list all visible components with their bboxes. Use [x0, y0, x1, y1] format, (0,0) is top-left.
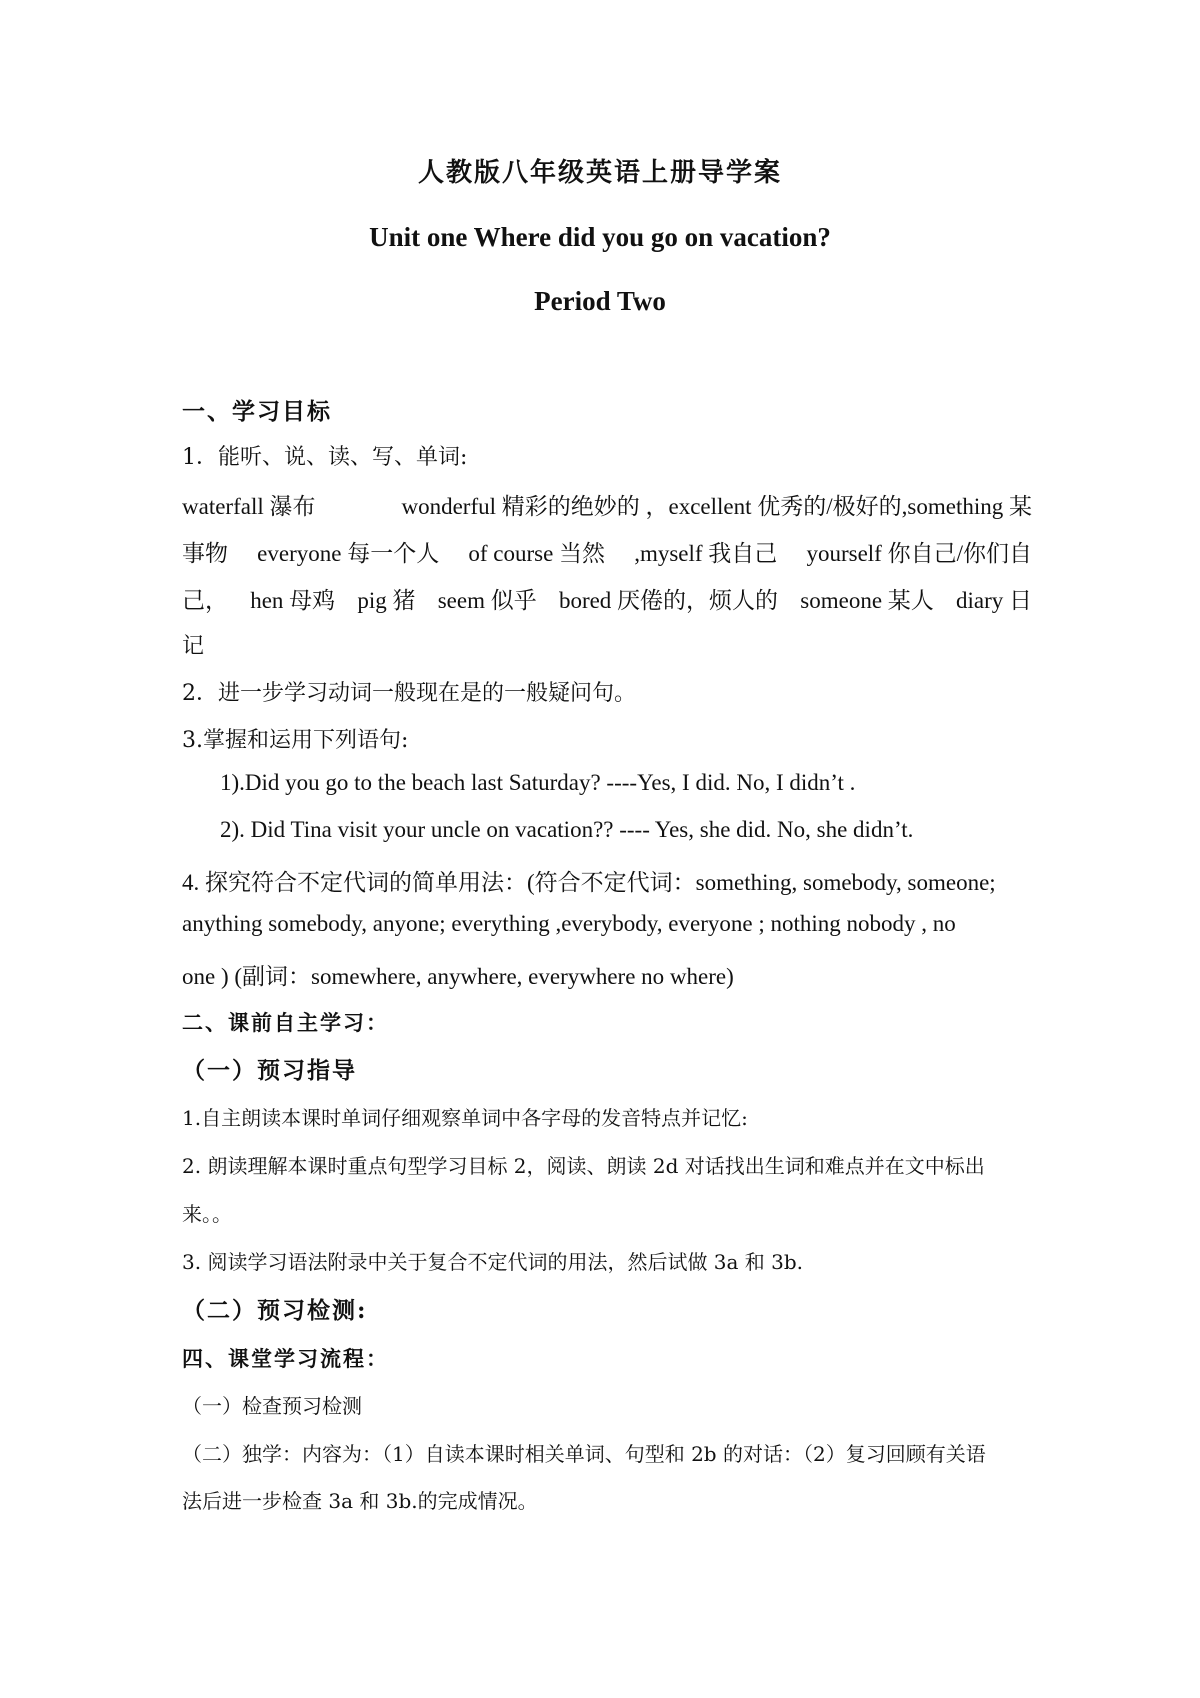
section1-heading: 一、学习目标: [182, 398, 332, 425]
objective-4-line-1: 4. 探究符合不定代词的简单用法：(符合不定代词：something, somebody, someone;: [182, 870, 996, 895]
vocab-item: pig 猪: [357, 588, 416, 613]
vocab-item: of course 当然: [468, 541, 606, 566]
vocab-line-3: [182, 582, 1032, 615]
preview-guide-heading: （一）预习指导: [182, 1057, 357, 1084]
example-sentence-2: 2). Did Tina visit your uncle on vacation?? ---- Yes, she did. No, she didn’t.: [220, 817, 914, 842]
vocab-line-4: 记: [182, 634, 205, 659]
objective-3-heading: 3.掌握和运用下列语句:: [182, 728, 409, 753]
vocab-item: 事物: [182, 541, 228, 566]
vocab-item: diary 日: [955, 588, 1032, 613]
vocab-item: waterfall 瀑布: [182, 494, 316, 519]
objective-4-line-2: anything somebody, anyone; everything ,everybody, everyone ; nothing nobody , no: [182, 911, 956, 936]
vocab-line-2: [182, 535, 1032, 568]
example-sentence-1: 1).Did you go to the beach last Saturday? ----Yes, I did. No, I didn’t .: [220, 770, 856, 795]
objective-1-heading: 1．能听、说、读、写、单词:: [182, 445, 468, 470]
vocab-item: ,myself 我自己: [634, 541, 778, 566]
vocab-item: seem 似乎: [437, 588, 537, 613]
guide-item-3: 3. 阅读学习语法附录中关于复合不定代词的用法，然后试做 3a 和 3b.: [182, 1250, 804, 1274]
section2-heading: 二、课前自主学习：: [182, 1010, 389, 1035]
guide-item-2-line-1: 2. 朗读理解本课时重点句型学习目标 2，阅读、朗读 2d 对话找出生词和难点并在文中标出: [182, 1154, 985, 1178]
section4-heading: 四、课堂学习流程：: [182, 1346, 389, 1371]
flow-step-1: （一）检查预习检测: [182, 1394, 362, 1418]
vocab-item: yourself 你自己/你们自: [806, 541, 1032, 566]
vocab-item: someone 某人: [800, 588, 934, 613]
vocab-item: bored 厌倦的，烦人的: [558, 588, 779, 613]
preview-check-heading: （二）预习检测:: [182, 1297, 368, 1324]
objective-4-line-3: one ) (副词：somewhere, anywhere, everywhere no where): [182, 964, 734, 989]
objective-2: 2．进一步学习动词一般现在是的一般疑问句。: [182, 681, 636, 706]
vocab-item: everyone 每一个人: [257, 541, 440, 566]
vocab-line-1: [182, 488, 1032, 521]
title-period: Period Two: [534, 286, 666, 316]
guide-item-2-line-2: 来。。: [182, 1202, 232, 1226]
vocab-item: 己，: [182, 588, 228, 613]
vocab-item: hen 母鸡: [250, 588, 336, 613]
flow-step-2-line-2: 法后进一步检查 3a 和 3b.的完成情况。: [182, 1489, 538, 1513]
guide-item-1: 1.自主朗读本课时单词仔细观察单词中各字母的发音特点并记忆:: [182, 1106, 748, 1130]
title-unit: Unit one Where did you go on vacation?: [369, 222, 831, 252]
title-chinese: 人教版八年级英语上册导学案: [417, 158, 782, 188]
flow-step-2-line-1: （二）独学：内容为：（1）自读本课时相关单词、句型和 2b 的对话：（2）复习回顾有关语: [182, 1442, 986, 1466]
vocab-item: wonderful 精彩的绝妙的 ，excellent 优秀的/极好的,something 某: [401, 494, 1032, 519]
